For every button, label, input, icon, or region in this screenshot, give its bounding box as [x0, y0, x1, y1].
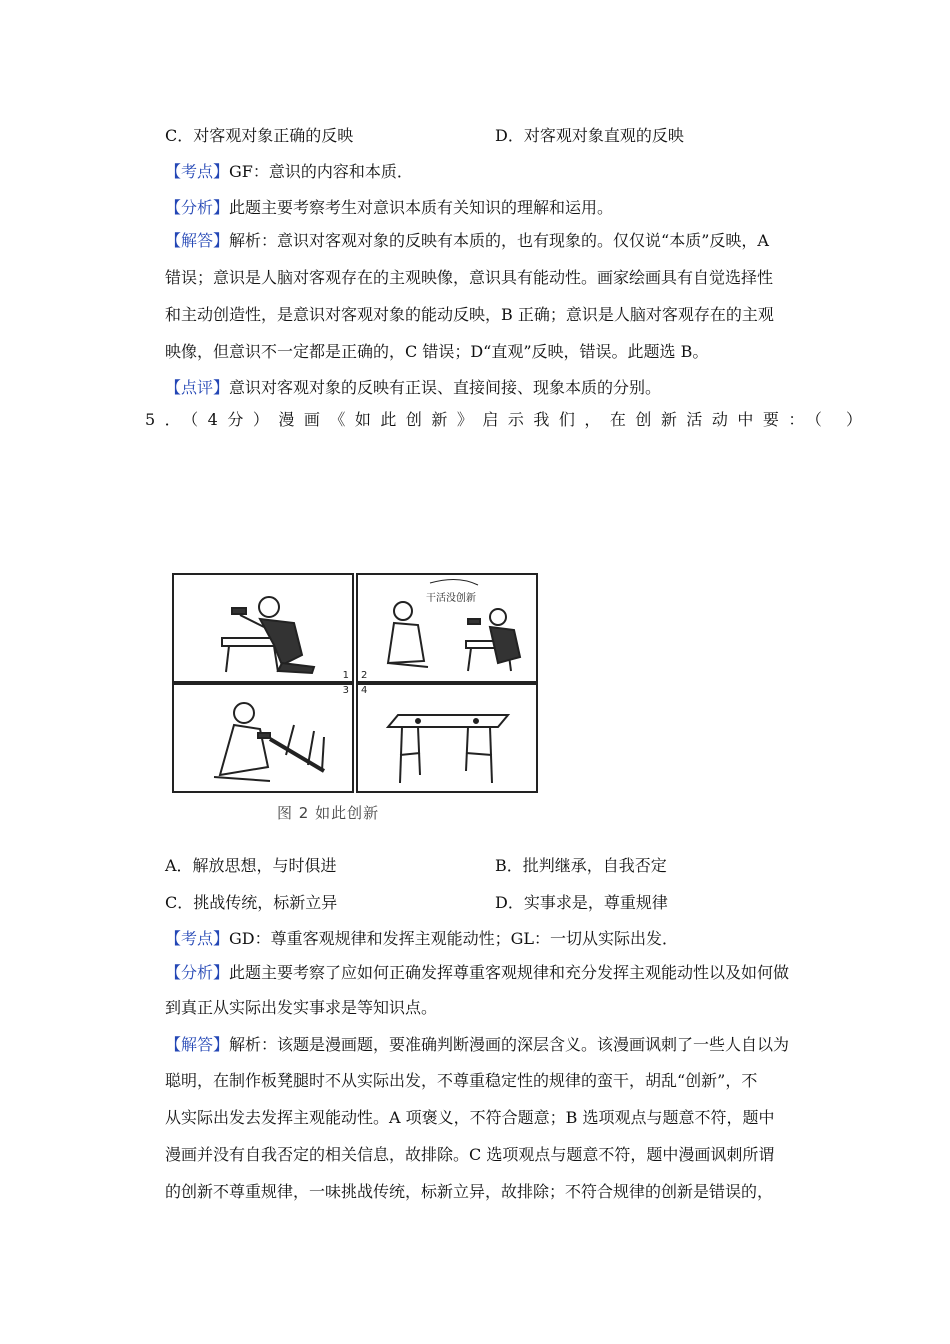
q5-option-a: A．解放思想，与时俱进 [165, 856, 337, 875]
panel-2-number: 2 [361, 670, 368, 681]
q4-jieda-line-1 [165, 231, 769, 251]
panel-4-number: 4 [361, 685, 368, 696]
panel-1-drawing [174, 575, 352, 681]
panel-3-number: 3 [342, 685, 349, 696]
comic-panel-3 [172, 683, 354, 793]
q5-jieda-line-1 [165, 1035, 789, 1055]
q5-option-c: C．挑战传统，标新立异 [165, 893, 338, 912]
q4-jieda-line-3: 和主动创造性，是意识对客观对象的能动反映，B 正确；意识是人脑对客观存在的主观 [165, 305, 774, 324]
q5-fenxi-line-1 [165, 963, 789, 983]
kaodian-text: GD：尊重客观规律和发挥主观能动性；GL：一切从实际出发． [229, 929, 679, 948]
q5-jieda-line-3: 从实际出发去发挥主观能动性。A 项褒义，不符合题意；B 选项观点与题意不符，题中 [165, 1108, 775, 1127]
q5-jieda-line-5: 的创新不尊重规律，一味挑战传统，标新立异，故排除；不符合规律的创新是错误的， [165, 1182, 774, 1201]
speech-bubble-text: 干活没创新 [426, 593, 476, 604]
q4-dianping [165, 378, 661, 398]
q4-fenxi [165, 198, 613, 218]
jieda-text: 解析：意识对客观对象的反映有本质的，也有现象的。仅仅说“本质”反映，A [229, 231, 769, 250]
q4-option-d: D．对客观对象直观的反映 [495, 126, 684, 145]
q5-option-d: D．实事求是，尊重规律 [495, 893, 668, 912]
panel-4-drawing [358, 685, 536, 791]
fenxi-tag: 【分析】 [165, 198, 230, 217]
q5-fenxi-line-2: 到真正从实际出发实事求是等知识点。 [165, 998, 438, 1017]
comic-illustration [170, 567, 540, 792]
comic-panel-2 [356, 573, 538, 683]
q5-jieda-line-4: 漫画并没有自我否定的相关信息，故排除。C 选项观点与题意不符，题中漫画讽刺所谓 [165, 1145, 775, 1164]
fenxi-text: 此题主要考察考生对意识本质有关知识的理解和运用。 [229, 198, 614, 217]
panel-3-drawing [174, 685, 352, 791]
dianping-tag: 【点评】 [165, 378, 230, 397]
q4-jieda-line-2: 错误；意识是人脑对客观存在的主观映像，意识具有能动性。画家绘画具有自觉选择性 [165, 268, 774, 287]
q5-jieda-line-2: 聪明，在制作板凳腿时不从实际出发，不尊重稳定性的规律的蛮干，胡乱“创新”，不 [165, 1071, 758, 1090]
kaodian-text: GF：意识的内容和本质． [229, 162, 413, 181]
q5-stem: 5．（4分）漫画《如此创新》启示我们，在创新活动中要：（ ） [145, 410, 872, 429]
panel-1-number: 1 [342, 670, 349, 681]
q4-kaodian [165, 162, 413, 182]
dianping-text: 意识对客观对象的反映有正误、直接间接、现象本质的分别。 [229, 378, 662, 397]
jieda-tag: 【解答】 [165, 231, 230, 250]
comic-panel-4 [356, 683, 538, 793]
comic-caption: 图 2 如此创新 [277, 804, 380, 822]
q4-jieda-line-4: 映像，但意识不一定都是正确的，C 错误；D“直观”反映，错误。此题选 B。 [165, 342, 709, 361]
comic-panel-1 [172, 573, 354, 683]
kaodian-tag: 【考点】 [165, 162, 230, 181]
q5-kaodian [165, 929, 678, 949]
jieda-text: 解析：该题是漫画题，要准确判断漫画的深层含义。该漫画讽刺了一些人自以为 [229, 1035, 790, 1054]
kaodian-tag: 【考点】 [165, 929, 230, 948]
q4-option-c: C．对客观对象正确的反映 [165, 126, 354, 145]
fenxi-text: 此题主要考察了应如何正确发挥尊重客观规律和充分发挥主观能动性以及如何做 [229, 963, 790, 982]
fenxi-tag: 【分析】 [165, 963, 230, 982]
q5-option-b: B．批判继承，自我否定 [495, 856, 667, 875]
jieda-tag: 【解答】 [165, 1035, 230, 1054]
